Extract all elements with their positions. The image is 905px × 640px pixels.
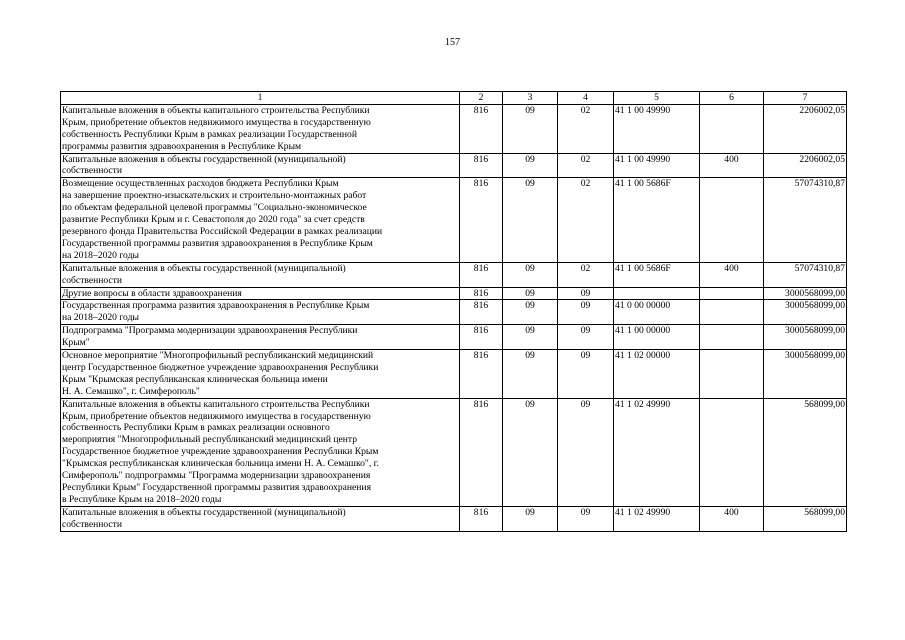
row-target-article	[614, 287, 700, 300]
header-row	[61, 92, 847, 105]
row-subsection-code: 09	[558, 506, 614, 531]
row-amount: 3000568099,00	[764, 350, 847, 399]
row-description: Капитальные вложения в объекты государственной (муниципальной) собственности	[61, 153, 460, 178]
row-expense-type: 400	[700, 506, 764, 531]
row-subsection-code: 09	[558, 287, 614, 300]
table-row	[61, 506, 847, 531]
row-amount: 568099,00	[764, 398, 847, 506]
row-grbs-code: 816	[460, 262, 503, 287]
row-expense-type	[700, 325, 764, 350]
row-section-code: 09	[503, 262, 558, 287]
row-grbs-code: 816	[460, 287, 503, 300]
header-cell: 1	[61, 92, 460, 105]
row-amount: 2206002,05	[764, 153, 847, 178]
row-grbs-code: 816	[460, 398, 503, 506]
table-row	[61, 153, 847, 178]
row-grbs-code: 816	[460, 300, 503, 325]
row-description: Государственная программа развития здравоохранения в Республике Крым на 2018–2020 годы	[61, 300, 460, 325]
row-section-code: 09	[503, 398, 558, 506]
row-description: Подпрограмма "Программа модернизации здравоохранения Республики Крым"	[61, 325, 460, 350]
row-subsection-code: 02	[558, 262, 614, 287]
table-row	[61, 104, 847, 153]
header-cell: 6	[700, 92, 764, 105]
table-row	[61, 287, 847, 300]
row-section-code: 09	[503, 104, 558, 153]
row-expense-type	[700, 350, 764, 399]
row-target-article: 41 1 02 00000	[614, 350, 700, 399]
row-section-code: 09	[503, 300, 558, 325]
header-cell: 5	[614, 92, 700, 105]
budget-table	[60, 91, 847, 532]
row-expense-type	[700, 104, 764, 153]
row-amount: 57074310,87	[764, 262, 847, 287]
row-subsection-code: 02	[558, 153, 614, 178]
row-subsection-code: 02	[558, 178, 614, 262]
row-amount: 3000568099,00	[764, 287, 847, 300]
row-description: Капитальные вложения в объекты государственной (муниципальной) собственности	[61, 506, 460, 531]
row-description: Капитальные вложения в объекты капитального строительства Республики Крым, приобретение объектов недвижимого имущества в государственную собственность Республики Крым в рамках реализации основного мероприятия "Многопрофильный республиканский медицинский центр Государственное бюджетное учреждение здравоохранения Республики Крым "Крымская республиканская клиническая больница имени Н. А. Семашко", г. Симферополь" подпрограммы "Программа модернизации здравоохранения Республики Крым" Государственной программы развития здравоохранения в Республике Крым на 2018–2020 годы	[61, 398, 460, 506]
table-row	[61, 178, 847, 262]
row-target-article: 41 1 02 49990	[614, 398, 700, 506]
row-grbs-code: 816	[460, 325, 503, 350]
row-subsection-code: 09	[558, 350, 614, 399]
row-expense-type	[700, 300, 764, 325]
row-description: Капитальные вложения в объекты капитального строительства Республики Крым, приобретение объектов недвижимого имущества в государственную собственность Республики Крым в рамках реализации Государственной программы развития здравоохранения в Республике Крым	[61, 104, 460, 153]
row-grbs-code: 816	[460, 350, 503, 399]
table-row	[61, 262, 847, 287]
row-subsection-code: 09	[558, 325, 614, 350]
table-row	[61, 398, 847, 506]
row-section-code: 09	[503, 287, 558, 300]
header-cell: 3	[503, 92, 558, 105]
row-amount: 57074310,87	[764, 178, 847, 262]
row-amount: 2206002,05	[764, 104, 847, 153]
table-row	[61, 350, 847, 399]
row-expense-type	[700, 398, 764, 506]
row-description: Капитальные вложения в объекты государственной (муниципальной) собственности	[61, 262, 460, 287]
row-section-code: 09	[503, 153, 558, 178]
row-amount: 3000568099,00	[764, 325, 847, 350]
row-grbs-code: 816	[460, 153, 503, 178]
row-target-article: 41 1 00 49990	[614, 104, 700, 153]
table-row	[61, 325, 847, 350]
row-expense-type: 400	[700, 153, 764, 178]
row-target-article: 41 0 00 00000	[614, 300, 700, 325]
header-cell: 2	[460, 92, 503, 105]
row-expense-type: 400	[700, 262, 764, 287]
row-section-code: 09	[503, 350, 558, 399]
row-target-article: 41 1 00 00000	[614, 325, 700, 350]
row-target-article: 41 1 00 49990	[614, 153, 700, 178]
row-description: Возмещение осуществленных расходов бюджета Республики Крым на завершение проектно-изыскательских и строительно-монтажных работ по объектам федеральной целевой программы "Социально-экономическое развитие Республики Крым и г. Севастополя до 2020 года" за счет средств резервного фонда Правительства Российской Федерации в рамках реализации Государственной программы развития здравоохранения в Республике Крым на 2018–2020 годы	[61, 178, 460, 262]
row-target-article: 41 1 00 5686F	[614, 262, 700, 287]
row-subsection-code: 02	[558, 104, 614, 153]
row-description: Другие вопросы в области здравоохранения	[61, 287, 460, 300]
row-description: Основное мероприятие "Многопрофильный республиканский медицинский центр Государственное бюджетное учреждение здравоохранения Республики Крым "Крымская республиканская клиническая больница имени Н. А. Семашко", г. Симферополь"	[61, 350, 460, 399]
row-expense-type	[700, 178, 764, 262]
page-number: 157	[445, 37, 460, 48]
row-section-code: 09	[503, 506, 558, 531]
row-amount: 3000568099,00	[764, 300, 847, 325]
row-expense-type	[700, 287, 764, 300]
row-amount: 568099,00	[764, 506, 847, 531]
row-grbs-code: 816	[460, 104, 503, 153]
row-subsection-code: 09	[558, 398, 614, 506]
row-section-code: 09	[503, 325, 558, 350]
row-target-article: 41 1 02 49990	[614, 506, 700, 531]
row-grbs-code: 816	[460, 506, 503, 531]
header-cell: 4	[558, 92, 614, 105]
table-row	[61, 300, 847, 325]
row-section-code: 09	[503, 178, 558, 262]
header-cell: 7	[764, 92, 847, 105]
row-grbs-code: 816	[460, 178, 503, 262]
row-subsection-code: 09	[558, 300, 614, 325]
row-target-article: 41 1 00 5686F	[614, 178, 700, 262]
